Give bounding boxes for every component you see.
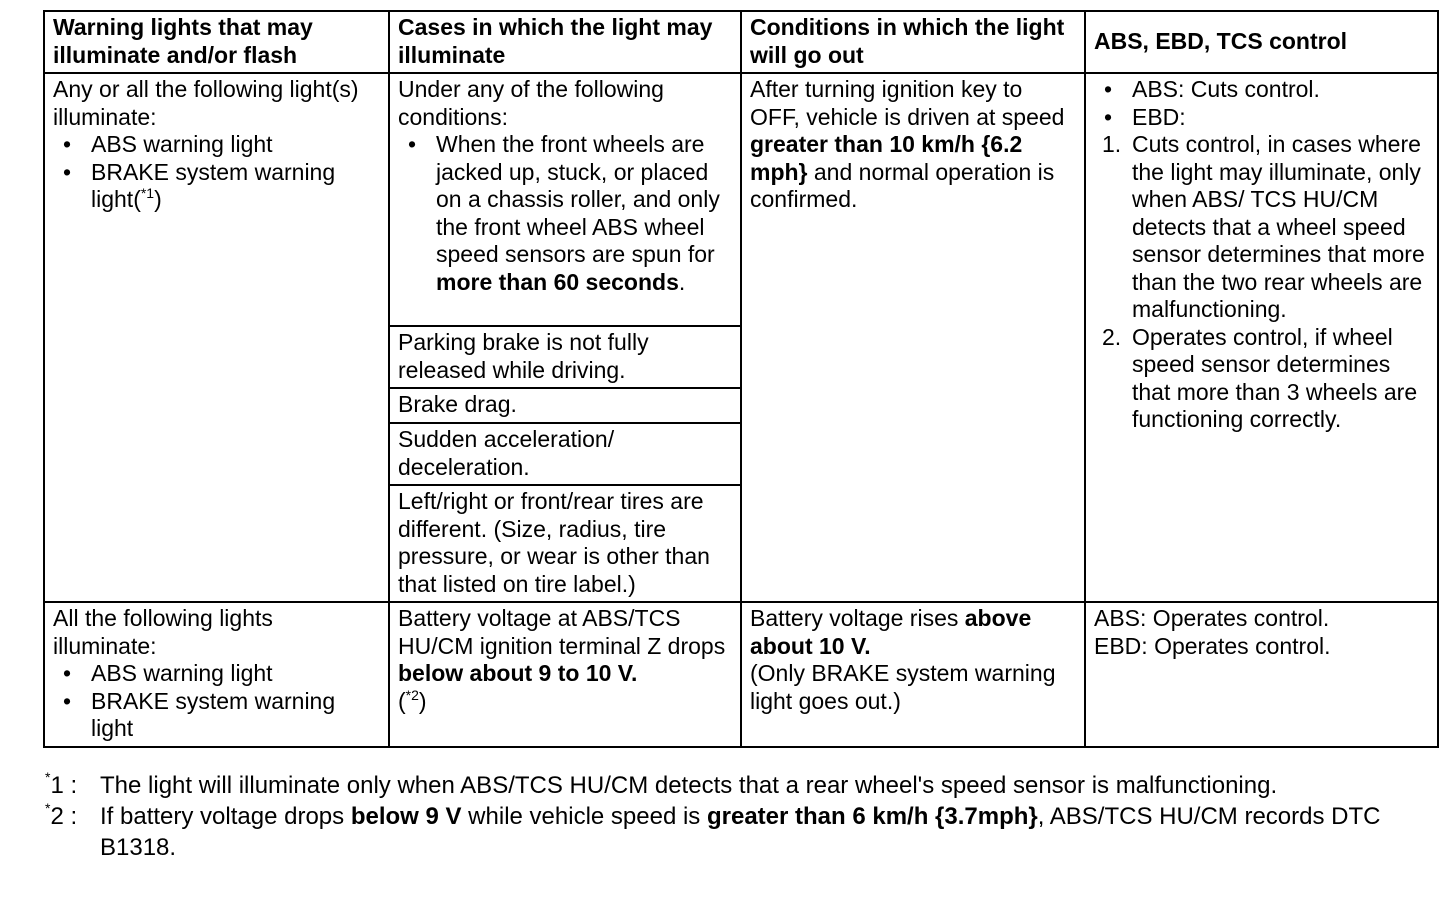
- header-cases: Cases in which the light may illuminate: [389, 11, 741, 73]
- row1-cases-c: Brake drag.: [389, 388, 741, 423]
- row2-cases-cell: Battery voltage at ABS/TCS HU/CM ignition terminal Z drops below about 9 to 10 V. ($^{*2}$): [389, 602, 741, 747]
- footnote-mark: *2: [405, 686, 419, 703]
- list-item: • ABS warning light: [53, 131, 380, 159]
- row2-lights-cell: All the following lights illuminate: • ABS warning light • BRAKE system warning light: [44, 602, 389, 747]
- list-item: • EBD:: [1094, 104, 1429, 132]
- row1-cases-a: Under any of the following conditions: • When the front wheels are jacked up, stuck, or placed on a chassis roller, and only the front wheel ABS wheel speed sensors are spun for more than 60 seconds.: [389, 73, 741, 326]
- list-item: • BRAKE system warning light: [53, 688, 380, 743]
- row1-lights-list: [53, 131, 380, 214]
- row1-cases-b: Parking brake is not fully released while driving.: [389, 326, 741, 388]
- table-row: [44, 73, 1438, 326]
- header-control: ABS, EBD, TCS control: [1085, 11, 1438, 73]
- list-item: • ABS warning light: [53, 660, 380, 688]
- footnotes: [43, 770, 1437, 863]
- row2-goes-out-cell: Battery voltage rises above about 10 V. (Only BRAKE system warning light goes out.): [741, 602, 1085, 747]
- row1-cases-d: Sudden acceleration/ deceleration.: [389, 423, 741, 485]
- footnote-1: *1 : The light will illuminate only when ABS/TCS HU/CM detects that a rear wheel's speed sensor is malfunctioning.: [45, 769, 1278, 799]
- list-item: • BRAKE system warning light($^{*1}$): [53, 159, 380, 214]
- warning-lights-table: [43, 10, 1439, 748]
- table-row: [44, 602, 1438, 747]
- list-item: • When the front wheels are jacked up, stuck, or placed on a chassis roller, and only the front wheel ABS wheel speed sensors are spun for more than 60 seconds.: [398, 131, 732, 296]
- row1-control-cell: [1085, 73, 1438, 602]
- list-item: • ABS: Cuts control.: [1094, 76, 1429, 104]
- row2-control-cell: ABS: Operates control. EBD: Operates control.: [1085, 602, 1438, 747]
- row1-cases-e: Left/right or front/rear tires are different. (Size, radius, tire pressure, or wear is other than that listed on tire label.): [389, 485, 741, 602]
- header-warning-lights: Warning lights that may illuminate and/or flash: [44, 11, 389, 73]
- table-header-row: [44, 11, 1438, 73]
- header-conditions-go-out: Conditions in which the light will go out: [741, 11, 1085, 73]
- list-item: 1. Cuts control, in cases where the light may illuminate, only when ABS/ TCS HU/CM detects that a wheel speed sensor determines that more than the two rear wheels are malfunctioning.: [1102, 131, 1425, 322]
- footnote-mark: *1: [140, 185, 155, 201]
- list-item: 2. Operates control, if wheel speed sensor determines that more than 3 wheels are functioning correctly.: [1102, 323, 1418, 432]
- row1-lights-intro: Any or all the following light(s) illuminate:: [53, 76, 359, 130]
- row1-goes-out-cell: After turning ignition key to OFF, vehicle is driven at speed greater than 10 km/h {6.2 mph} and normal operation is confirmed.: [741, 73, 1085, 602]
- footnote-2: *2 : If battery voltage drops below 9 V while vehicle speed is greater than 6 km/h {3.7mph}, ABS/TCS HU/CM records DTC B1318.: [45, 800, 1381, 861]
- row1-lights-cell: [44, 73, 389, 602]
